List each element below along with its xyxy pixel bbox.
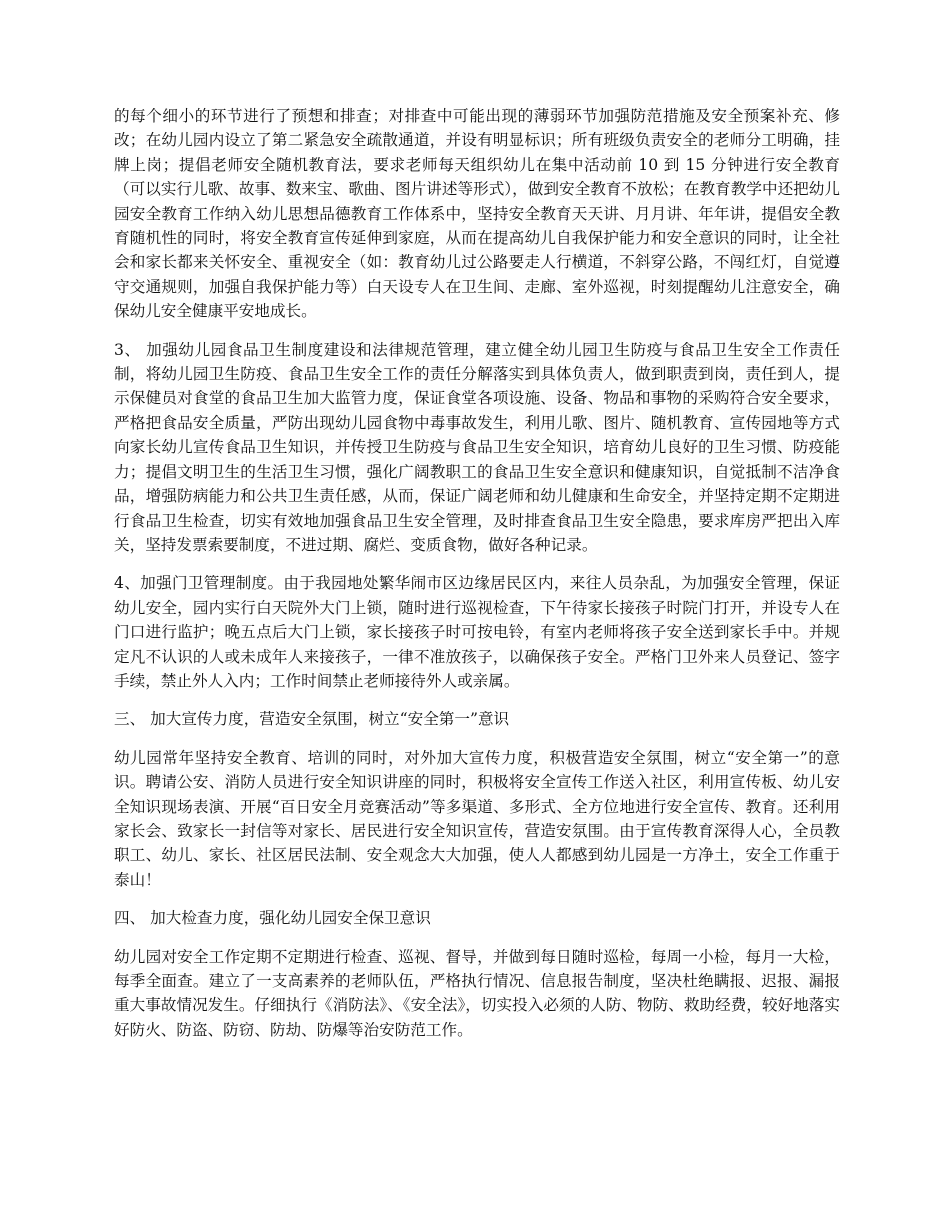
section-heading-inspection: 四、 加大检查力度，强化幼儿园安全保卫意识: [114, 909, 431, 928]
paragraph-gate-management: 4、加强门卫管理制度。由于我园地处繁华闹市区边缘居民区内，来往人员杂乱，为加强安全管理，保证幼儿安全，园内实行白天院外大门上锁，随时进行巡视检查，下午待家长接孩子时院门打开，并设专人在门口进行监护；晚五点后大门上锁，家长接孩子时可按电铃，有室内老师将孩子安全送到家长手中。并规定凡不认识的人或未成年人来接孩子，一律不准放孩子，以确保孩子安全。严格门卫外来人员登记、签字手续，禁止外人入内；工作时间禁止老师接待外人或亲属。: [114, 574, 840, 690]
paragraph-food-hygiene: 3、 加强幼儿园食品卫生制度建设和法律规范管理，建立健全幼儿园卫生防疫与食品卫生安全工作责任制，将幼儿园卫生防疫、食品卫生安全工作的责任分解落实到具体负责人，做到职责到岗，责任到人，提示保健员对食堂的食品卫生加大监管力度，保证食堂各项设施、设备、物品和事物的采购符合安全要求，严格把食品安全质量，严防出现幼儿园食物中毒事故发生，利用儿歌、图片、随机教育、宣传园地等方式向家长幼儿宣传食品卫生知识，并传授卫生防疫与食品卫生安全知识，培育幼儿良好的卫生习惯、防疫能力；提倡文明卫生的生活卫生习惯，强化广阔教职工的食品卫生安全意识和健康知识，自觉抵制不洁净食品，增强防病能力和公共卫生责任感，从而，保证广阔老师和幼儿健康和生命安全，并坚持定期不定期进行食品卫生检查，切实有效地加强食品卫生安全管理，及时排查食品卫生安全隐患，要求库房严把出入库关，坚持发票索要制度，不进过期、腐烂、变质食物，做好各种记录。: [114, 340, 840, 554]
paragraph-safety-education: 的每个细小的环节进行了预想和排查；对排查中可能出现的薄弱环节加强防范措施及安全预案补充、修改；在幼儿园内设立了第二紧急安全疏散通道，并设有明显标识；所有班级负责安全的老师分工明确，挂牌上岗；提倡老师安全随机教育法，要求老师每天组织幼儿在集中活动前 10 到 15 分钟进行安全教育（可以实行儿歌、故事、数来宝、歌曲、图片讲述等形式），做到安全教育不放松；在教育教学中还把幼儿园安全教育工作纳入幼儿思想品德教育工作体系中，坚持安全教育天天讲、月月讲、年年讲，提倡安全教育随机性的同时，将安全教育宣传延伸到家庭，从而在提高幼儿自我保护能力和安全意识的同时，让全社会和家长都来关怀安全、重视安全（如：教育幼儿过公路要走人行横道，不斜穿公路，不闯红灯，自觉遵守交通规则，加强自我保护能力等）白天设专人在卫生间、走廊、室外巡视，时刻提醒幼儿注意安全，确保幼儿安全健康平安地成长。: [114, 107, 840, 321]
paragraph-publicity: 幼儿园常年坚持安全教育、培训的同时，对外加大宣传力度，积极营造安全氛围，树立“安全第一”的意识。聘请公安、消防人员进行安全知识讲座的同时，积极将安全宣传工作送入社区，利用宣传板、幼儿安全知识现场表演、开展“百日安全月竞赛活动”等多渠道、多形式、全方位地进行安全宣传、教育。还利用家长会、致家长一封信等对家长、居民进行安全知识宣传，营造安氛围。由于宣传教育深得人心，全员教职工、幼儿、家长、社区居民法制、安全观念大大加强，使人人都感到幼儿园是一方净土，安全工作重于泰山！: [114, 748, 840, 889]
paragraph-inspection: 幼儿园对安全工作定期不定期进行检查、巡视、督导，并做到每日随时巡检，每周一小检，每月一大检，每季全面查。建立了一支高素养的老师队伍，严格执行情况、信息报告制度，坚决杜绝瞒报、迟报、漏报重大事故情况发生。仔细执行《消防法》、《安全法》，切实投入必须的人防、物防、救助经费，较好地落实好防火、防盗、防窃、防劫、防爆等治安防范工作。: [114, 947, 840, 1039]
section-heading-publicity: 三、 加大宣传力度，营造安全氛围，树立“安全第一”意识: [114, 710, 510, 729]
document-body: [114, 104, 840, 1056]
